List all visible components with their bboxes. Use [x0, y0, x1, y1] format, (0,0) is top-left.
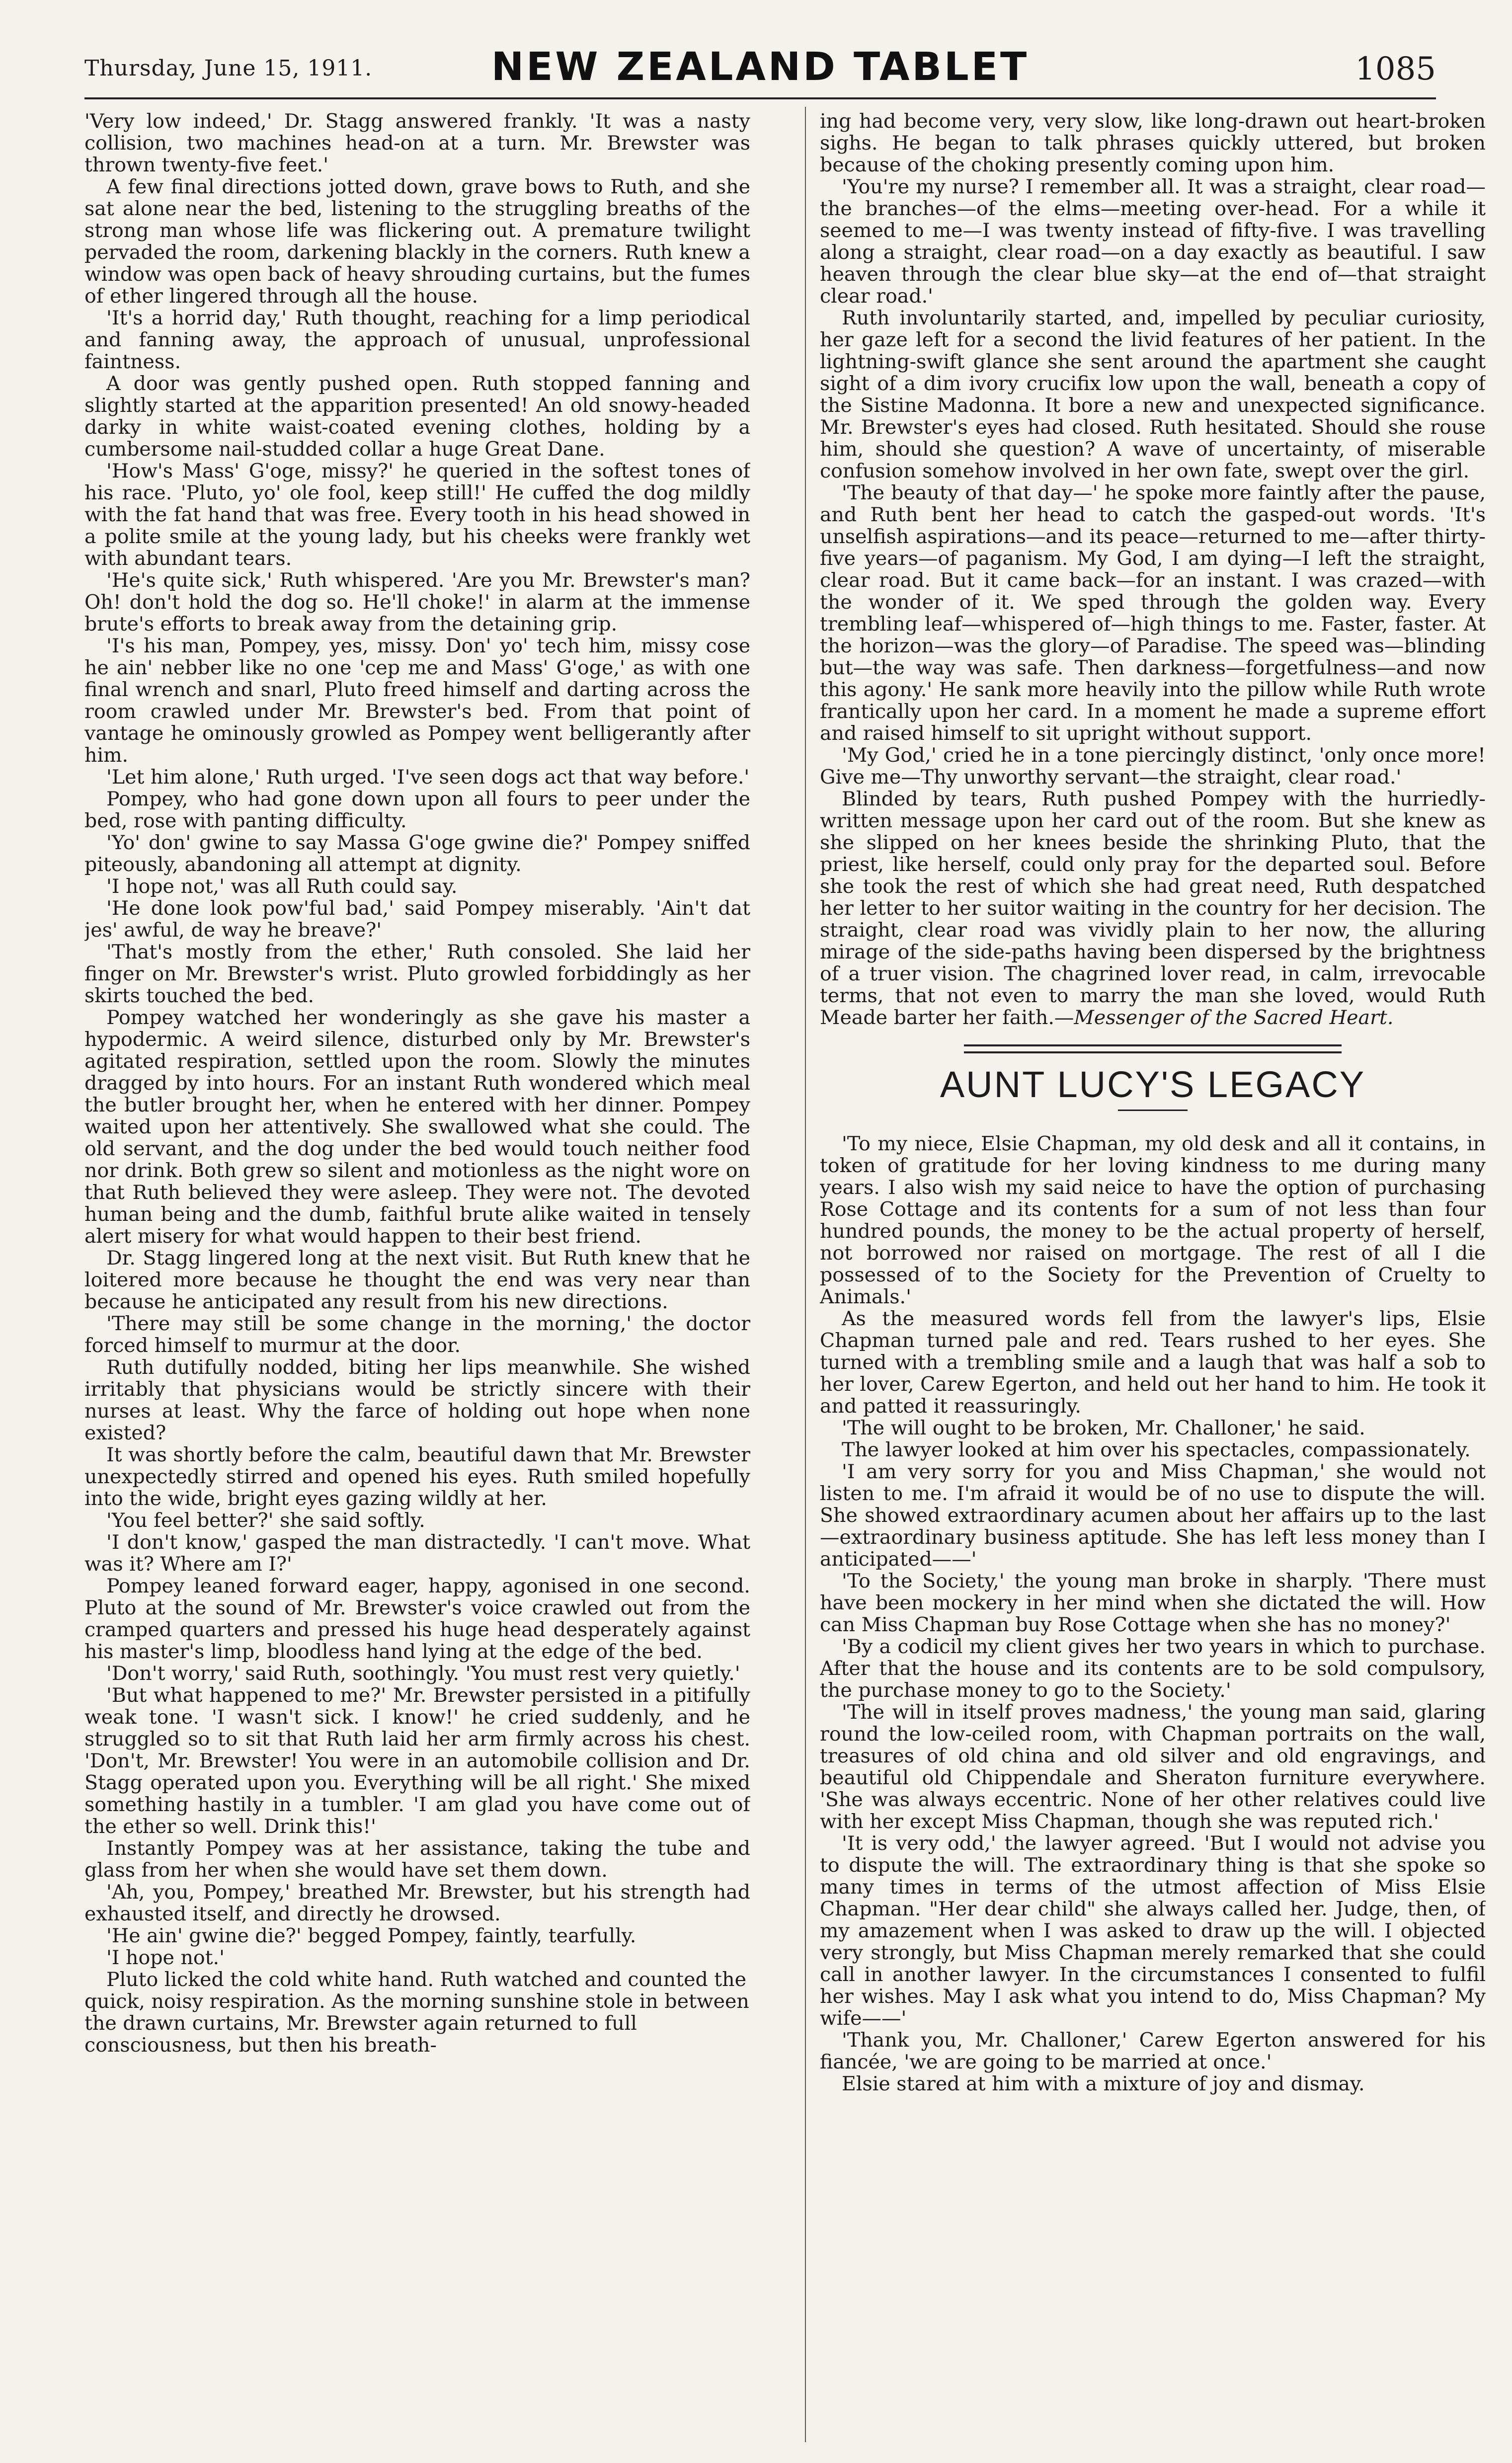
paragraph: Elsie stared at him with a mixture of joy and dismay.: [842, 2072, 1365, 2095]
paragraph: ing had become very, very slow, like long-drawn out heart-broken sighs. He began to talk phrases quickly uttered, but broken because of the choking presently coming upon him.: [820, 110, 1486, 176]
paragraph: 'To the Society,' the young man broke in sharply. 'There must have been mockery in her mind when she dictated the will. How can Miss Chapman buy Rose Cottage when she has no money?': [820, 1570, 1486, 1636]
paragraph: Ruth dutifully nodded, biting her lips meanwhile. She wished irritably that physicians would be strictly sincere with their nurses at least. Why the farce of holding out hope when none existed?: [84, 1356, 750, 1444]
right-column: [820, 110, 1486, 2443]
paragraph: 'How's Mass' G'oge, missy?' he queried in the softest tones of his race. 'Pluto, yo' ole fool, keep still!' He cuffed the dog mildly with the fat hand that was free. Every tooth in his head showed in a polite smile at the young lady, but his cheeks were frankly wet with abundant tears.: [84, 460, 750, 570]
paragraph: 'Don't worry,' said Ruth, soothingly. 'You must rest very quietly.': [106, 1662, 740, 1685]
paragraph: A door was gently pushed open. Ruth stopped fanning and slightly started at the apparition presented! An old snowy-headed darky in white waist-coated evening clothes, holding by a cumbersome nail-studded collar a huge Great Dane.: [84, 372, 750, 461]
paragraph: 'I don't know,' gasped the man distractedly. 'I can't move. What was it? Where am I?': [84, 1531, 750, 1576]
page-header: [84, 42, 1436, 91]
paragraph: As the measured words fell from the lawyer's lips, Elsie Chapman turned pale and red. Tears rushed to her eyes. She turned with a trembling smile and a laugh that was half a sob to her lover, Carew Egerton, and held out her hand to him. He took it and patted it reassuringly.: [820, 1307, 1486, 1418]
paragraph: Dr. Stagg lingered long at the next visit. But Ruth knew that he loitered more because he thought the end was very near than because he anticipated any result from his new directions.: [84, 1247, 750, 1313]
paragraph: 'You're my nurse? I remember all. It was a straight, clear road—the branches—of the elms—meeting over-head. For a while it seemed to me—I was twenty instead of fifty-five. I was travelling along a straight, clear road—on a day exactly as beautiful. I saw heaven through the clear blue sky—at the end of—that straight clear road.': [820, 175, 1486, 308]
paragraph: 'To my niece, Elsie Chapman, my old desk and all it contains, in token of gratitude for her loving kindness to me during many years. I also wish my said neice to have the option of purchasing Rose Cottage and its contents for a sum of not less than four hundred pounds, the money to be the actual property of herself, not borrowed nor raised on mortgage. The rest of all I die possessed of to the Society for the Prevention of Cruelty to Animals.': [820, 1132, 1486, 1308]
paragraph: 'But what happened to me?' Mr. Brewster persisted in a pitifully weak tone. 'I wasn't sick. I know!' he cried suddenly, and he struggled so to sit that Ruth laid her arm firmly across his chest. 'Don't, Mr. Brewster! You were in an automobile collision and Dr. Stagg operated upon you. Everything will be all right.' She mixed something hastily in a tumbler. 'I am glad you have come out of the ether so well. Drink this!': [84, 1684, 750, 1838]
paragraph: 'It's a horrid day,' Ruth thought, reaching for a limp periodical and fanning away, the approach of unusual, unprofessional faintness.: [84, 307, 750, 373]
story-title-block: [820, 1044, 1486, 1111]
page-number: 1085: [1355, 51, 1436, 87]
paragraph: The lawyer looked at him over his spectacles, compassionately.: [842, 1438, 1471, 1461]
paragraph-text: Blinded by tears, Ruth pushed Pompey with the hurriedly-written message upon her card out of the room. But she knew as she slipped on her knees beside the shrinking Pluto, that the priest, like herself, could only pray for the departed soul. Before she took the rest of which she had great need, Ruth despatched her letter to her suitor waiting in the country for her decision. The straight, clear road was vividly plain to her now, the alluring mirage of the side-paths having been dispersed by the brightness of a truer vision. The chagrined lover read, in calm, irrevocable terms, that not even to marry the man she loved, would Ruth Meade barter her faith.—: [820, 788, 1486, 1029]
paragraph: Instantly Pompey was at her assistance, taking the tube and glass from her when she would have set them down.: [84, 1837, 750, 1882]
attribution: Messenger of the Sacred Heart.: [1074, 1006, 1394, 1029]
paragraph: Pluto licked the cold white hand. Ruth watched and counted the quick, noisy respiration. As the morning sunshine stole in between the drawn curtains, Mr. Brewster again returned to full consciousness, but then his breath-: [84, 1968, 749, 2057]
paragraph: Pompey leaned forward eager, happy, agonised in one second. Pluto at the sound of Mr. Brewster's voice crawled out from the cramped quarters and pressed his huge head desperately against his master's limp, bloodless hand lying at the edge of the bed.: [84, 1575, 750, 1663]
paragraph: A few final directions jotted down, grave bows to Ruth, and she sat alone near the bed, listening to the struggling breaths of the strong man whose life was flickering out. A premature twilight pervaded the room, darkening blackly in the corners. Ruth knew a window was open back of heavy shrouding curtains, but the fumes of ether lingered through all the house.: [84, 175, 750, 308]
paragraph: 'Thank you, Mr. Challoner,' Carew Egerton answered for his fiancée, 'we are going to be married at once.': [820, 2029, 1486, 2073]
paragraph: 'That's mostly from the ether,' Ruth consoled. She laid her finger on Mr. Brewster's wrist. Pluto growled forbiddingly as her skirts touched the bed.: [84, 941, 750, 1007]
paragraph: 'You feel better?' she said softly.: [106, 1509, 425, 1532]
paragraph: 'The beauty of that day—' he spoke more faintly after the pause, and Ruth bent her head to catch the gasped-out words. 'It's unselfish aspirations—and its peace—returned to me—after thirty-five years—of paganism. My God, I am dying—I left the straight, clear road. But it came back—for an instant. I was crazed—with the wonder of it. We sped through the golden way. Every trembling leaf—whispered of—high things to me. Faster, faster. At the horizon—was the glory—of Paradise. The speed was—blinding but—the way was safe. Then darkness—forgetfulness—and now this agony.' He sank more heavily into the pillow while Ruth wrote frantically upon her card. In a moment he made a supreme effort and raised himself to sit upright without support.: [820, 481, 1486, 745]
left-column: [84, 110, 750, 2443]
paragraph: 'Ah, you, Pompey,' breathed Mr. Brewster, but his strength had exhausted itself, and directly he drowsed.: [84, 1881, 750, 1925]
paragraph: 'By a codicil my client gives her two years in which to purchase. After that the house and its contents are to be sold compulsory, the purchase money to go to the Society.': [820, 1635, 1486, 1702]
masthead-title: NEW ZEALAND TABLET: [491, 45, 1030, 89]
column-divider: [805, 107, 806, 2442]
paragraph: 'The will in itself proves madness,' the young man said, glaring round the low-ceiled room, with Chapman portraits on the wall, treasures of old china and old silver and old engravings, and beautiful old Chippendale and Sheraton furniture everywhere. 'She was always eccentric. None of her other relatives could live with her except Miss Chapman, though she was reputed rich.': [820, 1701, 1486, 1833]
paragraph: 'I's his man, Pompey, yes, missy. Don' yo' tech him, missy cose he ain' nebber like no one 'cep me and Mass' G'oge,' as with one final wrench and snarl, Pluto freed himself and darting across the room crawled under Mr. Brewster's bed. From that point of vantage he ominously growled as Pompey went belligerantly after him.: [84, 635, 750, 767]
paragraph: 'It is very odd,' the lawyer agreed. 'But I would not advise you to dispute the will. The extraordinary thing is that she spoke so many times in terms of the utmost affection of Miss Elsie Chapman. "Her dear child" she always called her. Judge, then, of my amazement when I was asked to draw up the will. I objected very strongly, but Miss Chapman merely remarked that she could call in another lawyer. In the circumstances I consented to fulfil her wishes. May I ask what you intend to do, Miss Chapman? My wife——': [820, 1832, 1486, 2030]
paragraph: 'Let him alone,' Ruth urged. 'I've seen dogs act that way before.': [106, 766, 750, 789]
paragraph: 'My God,' cried he in a tone piercingly distinct, 'only once more! Give me—Thy unworthy servant—the straight, clear road.': [820, 744, 1486, 789]
paragraph: 'Yo' don' gwine to say Massa G'oge gwine die?' Pompey sniffed piteously, abandoning all attempt at dignity.: [84, 831, 750, 876]
paragraph: 'He's quite sick,' Ruth whispered. 'Are you Mr. Brewster's man? Oh! don't hold the dog so. He'll choke!' in alarm at the immense brute's efforts to break away from the detaining grip.: [84, 569, 750, 636]
paragraph: 'Very low indeed,' Dr. Stagg answered frankly. 'It was a nasty collision, two machines head-on at a turn. Mr. Brewster was thrown twenty-five feet.': [84, 110, 750, 176]
title-rule: [964, 1044, 1342, 1053]
title-underline: [1118, 1110, 1188, 1111]
paragraph: [820, 788, 1486, 1029]
paragraph: 'I hope not.': [106, 1946, 225, 1969]
story-title: AUNT LUCY'S LEGACY: [940, 1064, 1366, 1105]
paragraph: 'I hope not,' was all Ruth could say.: [106, 875, 458, 898]
paragraph: 'There may still be some change in the morning,' the doctor forced himself to murmur at the door.: [84, 1312, 750, 1357]
paragraph: 'He done look pow'ful bad,' said Pompey miserably. 'Ain't dat jes' awful, de way he breave?': [84, 897, 750, 942]
paragraph: 'I am very sorry for you and Miss Chapman,' she would not listen to me. I'm afraid it would be of no use to dispute the will. She showed extraordinary acumen about her affairs up to the last—extraordinary business aptitude. She has left less money than I anticipated——': [820, 1460, 1486, 1571]
header-rule: [84, 97, 1436, 99]
paragraph: 'The will ought to be broken, Mr. Challoner,' he said.: [842, 1417, 1365, 1439]
paragraph: It was shortly before the calm, beautiful dawn that Mr. Brewster unexpectedly stirred and opened his eyes. Ruth smiled hopefully into the wide, bright eyes gazing wildly at her.: [84, 1443, 750, 1510]
paragraph: Ruth involuntarily started, and, impelled by peculiar curiosity, her gaze left for a second the livid features of her patient. In the lightning-swift glance she sent around the apartment she caught sight of a dim ivory crucifix low upon the wall, beneath a copy of the Sistine Madonna. It bore a new and unexpected significance. Mr. Brewster's eyes had closed. Ruth hesitated. Should she rouse him, should she question? A wave of uncertainty, of miserable confusion somehow involved in her own fate, swept over the girl.: [820, 307, 1486, 482]
paragraph: Pompey, who had gone down upon all fours to peer under the bed, rose with panting difficulty.: [84, 788, 750, 832]
paragraph: 'He ain' gwine die?' begged Pompey, faintly, tearfully.: [106, 1924, 637, 1947]
paragraph: Pompey watched her wonderingly as she gave his master a hypodermic. A weird silence, disturbed only by Mr. Brewster's agitated respiration, settled upon the room. Slowly the minutes dragged by into hours. For an instant Ruth wondered which meal the butler brought her, when he entered with her dinner. Pompey waited upon her attentively. She swallowed what she could. The old servant, and the dog under the bed would touch neither food nor drink. Both grew so silent and motionless as the night wore on that Ruth believed they were asleep. They were not. The devoted human being and the dumb, faithful brute alike waited in tensely alert misery for what would happen to their best friend.: [84, 1006, 750, 1248]
issue-date: Thursday, June 15, 1911.: [84, 56, 373, 81]
